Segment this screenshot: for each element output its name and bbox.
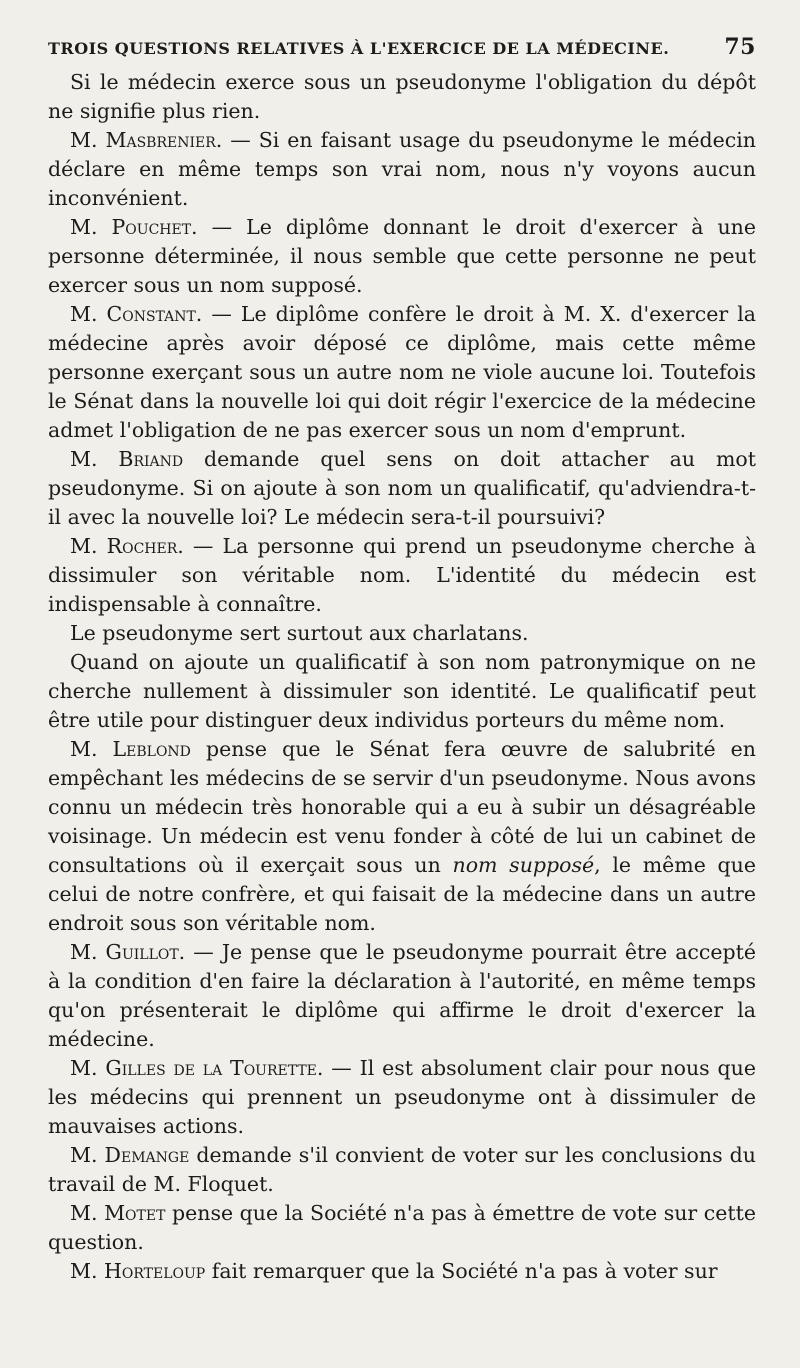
paragraph-text: demande quel sens on doit attacher au mot pseudonyme. Si on ajoute à son nom un qualificatif, qu'adviendra-t-il avec la nouvelle loi? Le médecin sera-t-il poursuivi? [48, 447, 756, 529]
speaker-name: M. Briand [70, 447, 184, 471]
speaker-name: M. Motet [70, 1201, 166, 1225]
paragraph [48, 1054, 756, 1141]
paragraph [48, 648, 756, 735]
paragraph-text: Quand on ajoute un qualificatif à son nom patronymique on ne cherche nullement à dissimuler son identité. Le qualificatif peut être utile pour distinguer deux individus porteurs du même nom. [48, 650, 756, 732]
paragraph-text: pense que la Société n'a pas à émettre de vote sur cette question. [48, 1201, 757, 1254]
paragraph [48, 1199, 756, 1257]
speaker-name: M. Guillot. [70, 940, 186, 964]
speaker-name: M. Pouchet. [70, 215, 198, 239]
paragraph-text: pense que le Sénat fera œuvre de salubrité en empêchant les médecins de se servir d'un pseudonyme. Nous avons connu un médecin très honorable qui a eu à subir un désagréable voisinage. Un médecin est venu fonder à côté de lui un cabinet de consultations où il exerçait sous un [48, 737, 756, 877]
paragraph [48, 445, 756, 532]
paragraph [48, 300, 756, 445]
paragraph-text: Le pseudonyme sert surtout aux charlatans. [70, 621, 529, 645]
speaker-name: M. Masbrenier. [70, 128, 223, 152]
paragraph-text: — La personne qui prend un pseudonyme cherche à dissimuler son véritable nom. L'identité du médecin est indispensable à connaître. [48, 534, 756, 616]
paragraph-text: , le même que celui de notre confrère, et qui faisait de la médecine dans un autre endroit sous son véritable nom. [48, 853, 756, 935]
paragraph-text: demande s'il convient de voter sur les conclusions du travail de M. Floquet. [48, 1143, 757, 1196]
speaker-name: M. Constant. [70, 302, 203, 326]
paragraph-text: — Il est absolument clair pour nous que les médecins qui prennent un pseudonyme ont à dissimuler de mauvaises actions. [48, 1056, 756, 1138]
paragraph [48, 126, 756, 213]
paragraph [48, 1257, 756, 1286]
page-number: 75 [724, 34, 756, 60]
paragraph [48, 735, 756, 938]
paragraph-text: — Le diplôme donnant le droit d'exercer à une personne déterminée, il nous semble que cette personne ne peut exercer sous un nom supposé. [48, 215, 757, 297]
running-header [48, 34, 756, 60]
paragraph-text: fait remarquer que la Société n'a pas à voter sur [205, 1259, 718, 1283]
speaker-name: M. Horteloup [70, 1259, 206, 1283]
speaker-name: M. Gilles de la Tourette. [70, 1056, 324, 1080]
running-title: TROIS QUESTIONS RELATIVES À L'EXERCICE DE LA MÉDECINE. [48, 39, 670, 58]
paragraph [48, 68, 756, 126]
paragraph [48, 1141, 756, 1199]
paragraph-text: — Le diplôme confère le droit à M. X. d'exercer la médecine après avoir déposé ce diplôme, mais cette même personne exerçant sous un autre nom ne viole aucune loi. Toutefois le Sénat dans la nouvelle loi qui doit régir l'exercice de la médecine admet l'obligation de ne pas exercer sous un nom d'emprunt. [48, 302, 756, 442]
paragraph-text: Si le médecin exerce sous un pseudonyme l'obligation du dépôt ne signifie plus rien. [48, 70, 756, 123]
paragraph [48, 213, 756, 300]
paragraph [48, 938, 756, 1054]
paragraph-text: — Si en faisant usage du pseudonyme le médecin déclare en même temps son vrai nom, nous n'y voyons aucun inconvénient. [48, 128, 756, 210]
paragraph [48, 619, 756, 648]
speaker-name: M. Demange [70, 1143, 190, 1167]
paragraph-text: — Je pense que le pseudonyme pourrait être accepté à la condition d'en faire la déclaration à l'autorité, en même temps qu'on présenterait le diplôme qui affirme le droit d'exercer la médecine. [48, 940, 756, 1051]
paragraph [48, 532, 756, 619]
speaker-name: M. Rocher. [70, 534, 184, 558]
speaker-name: M. Leblond [70, 737, 191, 761]
emphasized-text: nom supposé [452, 853, 595, 877]
